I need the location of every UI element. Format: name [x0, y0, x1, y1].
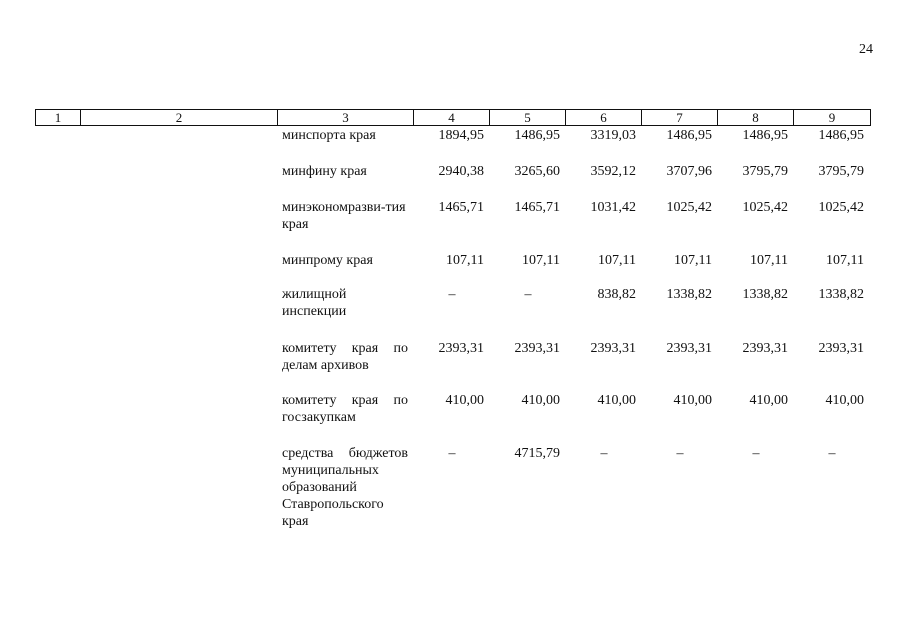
row-value-col-9: 1025,42	[818, 200, 864, 215]
row-value-col-9: 3795,79	[818, 164, 864, 179]
row-value-col-5: 1465,71	[514, 200, 560, 215]
row-value-col-8: –	[752, 446, 760, 461]
row-value-col-7: 1025,42	[666, 200, 712, 215]
row-value-col-8: 1486,95	[742, 128, 788, 143]
header-col-6: 6	[566, 110, 642, 125]
row-value-col-6: 1031,42	[590, 200, 636, 215]
row-value-col-7: 2393,31	[666, 341, 712, 356]
header-col-5: 5	[490, 110, 566, 125]
row-value-col-4: 1894,95	[438, 128, 484, 143]
row-value-col-4: –	[448, 287, 456, 302]
row-value-col-4: –	[448, 446, 456, 461]
header-col-3: 3	[278, 110, 414, 125]
row-value-col-4: 1465,71	[438, 200, 484, 215]
table-header	[35, 109, 871, 126]
row-value-col-6: 2393,31	[590, 341, 636, 356]
row-value-col-5: 3265,60	[514, 164, 560, 179]
header-col-1: 1	[36, 110, 81, 125]
header-col-7: 7	[642, 110, 718, 125]
row-value-col-4: 410,00	[445, 393, 484, 408]
row-value-col-5: 1486,95	[514, 128, 560, 143]
row-value-col-7: 3707,96	[666, 164, 712, 179]
row-value-col-4: 2940,38	[438, 164, 484, 179]
row-value-col-4: 2393,31	[438, 341, 484, 356]
row-value-col-9: 410,00	[825, 393, 864, 408]
header-col-4: 4	[414, 110, 490, 125]
row-value-col-6: 838,82	[597, 287, 636, 302]
row-label: средства бюджетов муниципальных образований Ставропольского края	[282, 446, 408, 529]
row-value-col-9: 1338,82	[818, 287, 864, 302]
row-value-col-5: 4715,79	[514, 446, 560, 461]
row-label: минфину края	[282, 164, 367, 179]
row-value-col-9: 107,11	[826, 253, 864, 268]
row-value-col-7: 1486,95	[666, 128, 712, 143]
row-value-col-5: 2393,31	[514, 341, 560, 356]
row-value-col-6: 3319,03	[590, 128, 636, 143]
row-value-col-8: 410,00	[749, 393, 788, 408]
row-value-col-7: 107,11	[674, 253, 712, 268]
row-value-col-7: 410,00	[673, 393, 712, 408]
row-label: минэкономразви-тия края	[282, 200, 406, 232]
header-col-8: 8	[718, 110, 794, 125]
row-value-col-6: –	[600, 446, 608, 461]
row-label: минспорта края	[282, 128, 376, 143]
row-value-col-6: 107,11	[598, 253, 636, 268]
page-number: 24	[859, 42, 873, 57]
row-label: комитету края по делам архивов	[282, 341, 408, 373]
row-value-col-6: 410,00	[597, 393, 636, 408]
row-value-col-8: 1025,42	[742, 200, 788, 215]
row-value-col-5: 410,00	[521, 393, 560, 408]
row-label: минпрому края	[282, 253, 373, 268]
row-value-col-7: –	[676, 446, 684, 461]
row-value-col-5: 107,11	[522, 253, 560, 268]
header-col-2: 2	[81, 110, 278, 125]
row-value-col-8: 3795,79	[742, 164, 788, 179]
row-value-col-9: 2393,31	[818, 341, 864, 356]
row-value-col-9: –	[828, 446, 836, 461]
row-value-col-9: 1486,95	[818, 128, 864, 143]
row-value-col-4: 107,11	[446, 253, 484, 268]
row-label: комитету края по госзакупкам	[282, 393, 408, 425]
row-value-col-8: 107,11	[750, 253, 788, 268]
row-value-col-6: 3592,12	[590, 164, 636, 179]
row-value-col-7: 1338,82	[666, 287, 712, 302]
row-value-col-5: –	[524, 287, 532, 302]
row-label: жилищной инспекции	[282, 287, 347, 319]
row-value-col-8: 1338,82	[742, 287, 788, 302]
header-col-9: 9	[828, 110, 836, 125]
row-value-col-8: 2393,31	[742, 341, 788, 356]
